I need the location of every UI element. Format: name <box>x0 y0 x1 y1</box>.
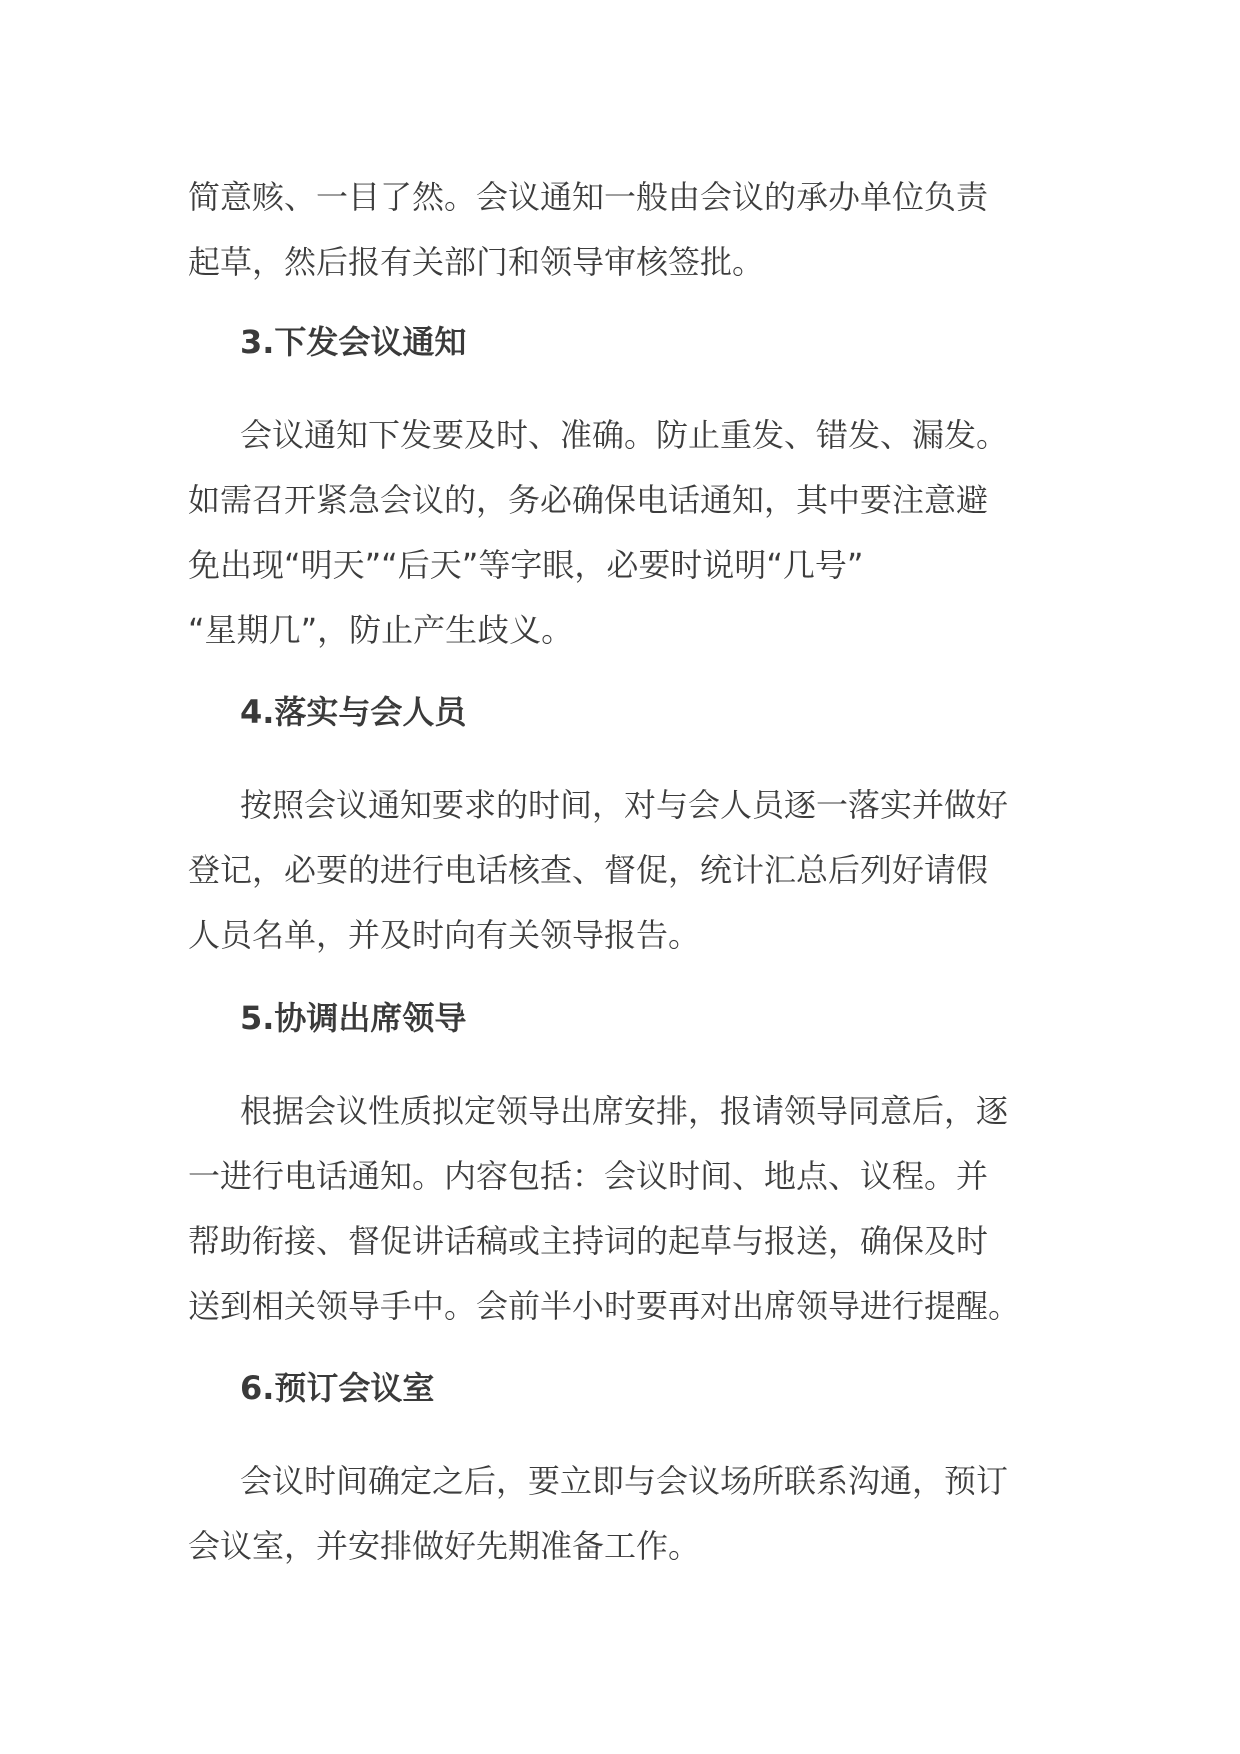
section-heading-4 <box>188 680 1068 745</box>
paragraph-line: 帮助衔接、督促讲话稿或主持词的起草与报送，确保及时 <box>188 1222 989 1260</box>
section-heading-3 <box>188 310 1068 375</box>
heading-text: 6.预订会议室 <box>240 1369 435 1407</box>
paragraph-line: 起草，然后报有关部门和领导审核签批。 <box>188 243 765 281</box>
paragraph-line: 送到相关领导手中。会前半小时要再对出席领导进行提醒。 <box>188 1287 1021 1325</box>
paragraph-line: 根据会议性质拟定领导出席安排，报请领导同意后，逐 <box>240 1092 1009 1130</box>
paragraph-line: 登记，必要的进行电话核查、督促，统计汇总后列好请假 <box>188 851 989 889</box>
paragraph-section-6 <box>188 1449 1068 1579</box>
heading-text: 3.下发会议通知 <box>240 323 467 361</box>
paragraph-continuation <box>188 165 1068 295</box>
section-heading-5 <box>188 986 1068 1051</box>
heading-text: 5.协调出席领导 <box>240 999 467 1037</box>
heading-text: 4.落实与会人员 <box>240 693 467 731</box>
paragraph <box>188 773 1068 968</box>
paragraph-line: 人员名单，并及时向有关领导报告。 <box>188 916 701 954</box>
paragraph-section-4 <box>188 773 1068 968</box>
paragraph-line: 会议通知下发要及时、准确。防止重发、错发、漏发。 <box>240 416 1009 454</box>
paragraph-line: “星期几”，防止产生歧义。 <box>188 611 574 649</box>
paragraph-line: 如需召开紧急会议的，务必确保电话通知，其中要注意避 <box>188 481 989 519</box>
paragraph <box>188 1449 1068 1579</box>
paragraph <box>188 403 1068 663</box>
paragraph-section-3 <box>188 403 1068 663</box>
paragraph-line: 按照会议通知要求的时间，对与会人员逐一落实并做好 <box>240 786 1009 824</box>
section-heading-6 <box>188 1356 1068 1421</box>
paragraph-line: 一进行电话通知。内容包括：会议时间、地点、议程。并 <box>188 1157 989 1195</box>
paragraph <box>188 165 1068 295</box>
paragraph-line: 简意赅、一目了然。会议通知一般由会议的承办单位负责 <box>188 178 989 216</box>
paragraph-section-5 <box>188 1079 1068 1339</box>
paragraph-line: 会议时间确定之后，要立即与会议场所联系沟通，预订 <box>240 1462 1009 1500</box>
paragraph-line: 会议室，并安排做好先期准备工作。 <box>188 1527 701 1565</box>
paragraph-line: 免出现“明天”“后天”等字眼，必要时说明“几号” <box>188 546 864 584</box>
paragraph <box>188 1079 1068 1339</box>
